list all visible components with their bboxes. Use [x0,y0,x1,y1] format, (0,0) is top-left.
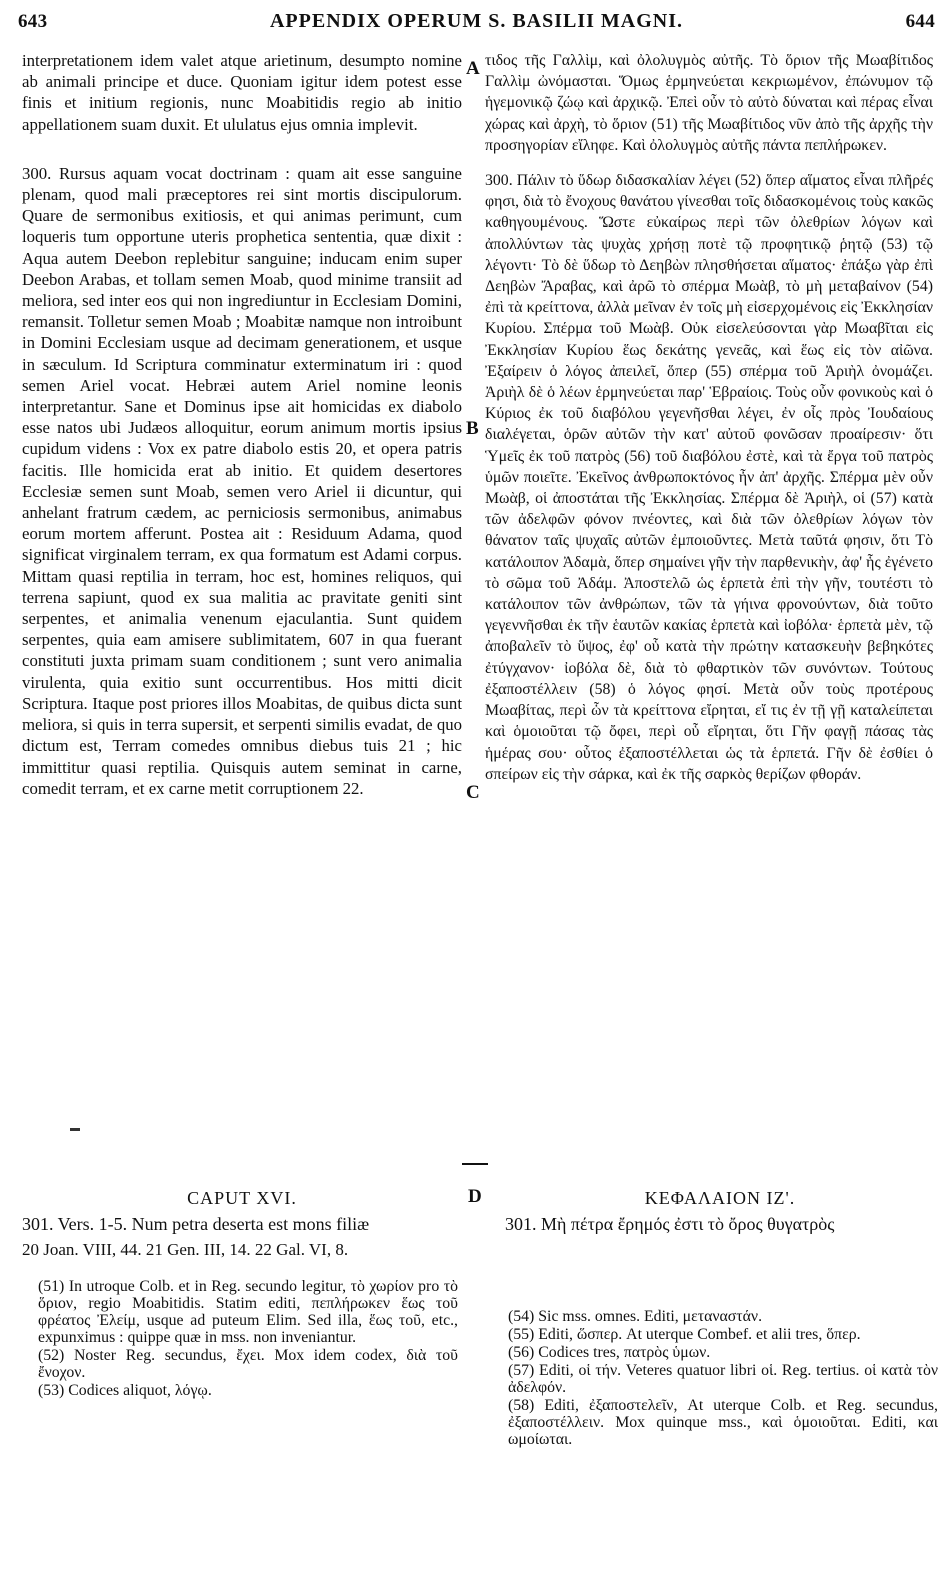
latin-column [22,50,462,813]
footnote-52: (52) Noster Reg. secundus, ἔχει. Mox idem codex, διὰ τοῦ ἔνοχον. [38,1347,458,1381]
latin-paragraph-300: 300. Rursus aquam vocat doctrinam : quam ait esse sanguine plenam, quod mali præceptores rei sint mortis discipulorum. Quare de sermonibus exitiosis, et qui animas perimunt, cum loqueris tum opportune uteris prophetica sententia, quæ dixit : Aqua autem Deebon replebitur sanguine; inducam enim super Deebon Arabas, et tollam semen Moab, quod minime transiit ad meliora, sed inter eos qui non ingrediuntur in Ecclesiam Domini, remansit. Tolletur semen Moab ; Moabitæ namque non introibunt in Domini Ecclesiam usque ad decimam generationem, et usque in sæculum. Id Scriptura comminatur exterminatum iri : quod semen Ariel vocat. Hebræi autem Ariel nomine leonis interpretantur. Sane et Dominus ipse ait homicidas ex diabolo esse natos ubi Judæos alloquitur, eorum animum mortis ipsius cupidum videns : Vox ex patre diabolo estis 20, et opera patris facitis. Ille homicida erat ab initio. Et quidem desertores Ecclesiæ semen sunt Moab, semen vero Ariel ii dicuntur, qui anhelant fratrum cædem, ac perniciosis sermonibus, animabus eorum mortem afferunt. Postea ait : Residuum Adama, quod significat virginalem terram, ex qua formatum est Adami corpus. Mittam quasi reptilia in terram, hoc est, homines reliquos, qui terrena sapiunt, quod ex sua malitia ac pravitate geniti sint serpentes, et animalia venenum ejaculantia. Sunt quidem serpentes, quia eam amisere sublimitatem, 607 in qua fuerant constituti juxta primam suam conditionem ; sunt vero animalia virulenta, quia exitio sunt occurrentibus. Hos mitti dicit Scriptura. Itaque post priores illos Moabitas, de quibus dicta sunt meliora, si quis in terra supersit, et serpenti similis evadat, de quo dictum est, Terram comedes omnibus diebus tuis 21 ; hic immittitur quasi reptilia. Quisquis autem seminat in carne, comedit terram, et ex carne metit corruptionem 22. [22,163,462,798]
chapter-verse-greek: 301. Μὴ πέτρα ἔρημός ἐστι τὸ ὄρος θυγατρὸς [505,1214,835,1234]
chapter-heading-latin [22,1186,462,1236]
footnote-57: (57) Editi, οἱ τήν. Veteres quatuor libri οἱ. Reg. tertius. οἱ κατὰ τὸν ἀδελφόν. [508,1362,938,1396]
chapter-title-greek: ΚΕΦΑΛΑΙΟΝ ΙΖ'. [644,1188,796,1208]
section-marker-b: B [466,418,479,439]
section-marker-a: A [466,58,480,79]
section-marker-c: C [466,782,480,803]
running-title: APPENDIX OPERUM S. BASILII MAGNI. [269,10,684,32]
page-header [18,10,935,44]
page-number-right: 644 [905,11,935,32]
greek-column [485,50,933,799]
footnotes-left [38,1278,458,1400]
chapter-title-latin: CAPUT XVI. [187,1188,297,1208]
column-divider [462,1163,488,1165]
footnotes-right [508,1308,938,1449]
footnote-53: (53) Codices aliquot, λόγῳ. [38,1382,212,1399]
chapter-heading-greek [505,1186,935,1236]
footnote-54: (54) Sic mss. omnes. Editi, μεταναστάν. [508,1308,763,1325]
scripture-references: 20 Joan. VIII, 44. 21 Gen. III, 14. 22 Gal. VI, 8. [22,1240,349,1259]
footnote-55: (55) Editi, ὥσπερ. At uterque Combef. et alii tres, ὅπερ. [508,1326,861,1343]
footnote-56: (56) Codices tres, πατρὸς ὑμων. [508,1344,711,1361]
footnote-58: (58) Editi, ἐξαποστελεῖν, At uterque Colb. et Reg. secundus, ἐξαποστέλλειν. Mox quinque mss., καὶ ὁμοιοῦται. Editi, και ωμοίωται. [508,1397,938,1448]
section-marker-d: D [468,1186,482,1207]
page-number-left: 643 [18,11,48,32]
latin-paragraph-1: interpretationem idem valet atque arietinum, desumpto nomine ab animali principe et duce. Quoniam igitur idem potest esse finis et initium regionis, nunc Moabitidis regio ab initio appellationem suam duxit. Et ululatus ejus omnia implevit. [22,51,462,134]
greek-paragraph-1: τιδος τῆς Γαλλὶμ, καὶ ὀλολυγμὸς αὐτῆς. Τὸ ὅριον τῆς Μωαβίτιδος Γαλλὶμ ὠνόμασται. Ὅμως ἑρμηνεύεται κεκριωμένον, ἐπώνυμον τῷ ἡγεμονικῷ ζώῳ καὶ ἀρχικῷ. Ἐπεὶ οὖν τὸ αὐτὸ δύναται καὶ πέρας εἶναι χώρας καὶ ἀρχὴ, τὸ ὅριον (51) τῆς Μωαβίτιδος νῦν ἀπὸ τῆς ἀρχῆς τὴν προσηγορίαν εἴληφε. Καὶ ὀλολυγμὸς αὐτῆς πάντα πεπλήρωκεν. [485,52,933,154]
chapter-verse-latin: 301. Vers. 1-5. Num petra deserta est mons filiæ [22,1214,370,1234]
greek-paragraph-300: 300. Πάλιν τὸ ὕδωρ διδασκαλίαν λέγει (52) ὅπερ αἵματος εἶναι πλῆρές φησι, διὰ τὸ ἔνοχους θανάτου γίνεσθαι τοῖς διδασκομένοις τοὺς κακῶς καθηγουμένους. Ὥστε εὐκαίρως περὶ τῶν ὀλεθρίων λόγων καὶ ἀπολλύντων τὰς ψυχὰς χρήσῃ ποτὲ τῷ προφητικῷ ῥητῷ (53) τῷ λέγοντι· Τὸ δὲ ὕδωρ τὸ Δεηβὼν πλησθήσεται αἵματος· ἐπάξω γὰρ ἐπὶ Δεηβὼν Ἄραβας, καὶ ἀρῶ τὸ σπέρμα Μωὰβ, τὸ μὴ μεταβαίνον (54) ἐπὶ τὰ κρείττονα, ἀλλὰ μεῖναν ἐν τοῖς μὴ εἰσερχομένοις εἰς Ἐκκλησίαν Κυρίου. Σπέρμα τοῦ Μωὰβ. Οὐκ εἰσελεύσονται γὰρ Μωαβῖται εἰς Ἐκκλησίαν Κυρίου ἕως δεκάτης γενεᾶς, καὶ ἕως εἰς τὸν αἰῶνα. Ἐξαίρειν ὁ λόγος ἀπειλεῖ, ὅπερ (55) σπέρμα τοῦ Ἀριὴλ ὀνομάζει. Ἀριὴλ δὲ ὁ λέων ἑρμηνεύεται παρ' Ἑβραίοις. Τοὺς οὖν φονικοὺς καὶ ὁ Κύριος ἐκ τοῦ διαβόλου γεγενῆσθαι λέγει, ἐν οἷς πρὸς Ἰουδαίους διαλέγεται, ὁρῶν αὐτῶν τὴν κατ' αὐτοῦ φονῶσαν προαίρεσιν· ὅτι Ὑμεῖς ἐκ τοῦ πατρὸς (56) τοῦ διαβόλου ἐστὲ, καὶ τὰ ἔργα τοῦ πατρὸς ὑμῶν ποιεῖτε. Ἐκεῖνος ἀνθρωποκτόνος ἦν ἀπ' ἀρχῆς. Σπέρμα μὲν οὖν Μωὰβ, οἱ ἀποστάται τῆς Ἐκκλησίας. Σπέρμα δὲ Ἀριὴλ, οἱ (57) κατὰ τῶν ἀδελφῶν φόνον πνέοντες, καὶ διὰ τῶν ὀλεθρίων λόγων τὸν θάνατον ταῖς ψυχαῖς αὐτῶν ἐμποιοῦντες. Μετὰ ταῦτά φησιν, ὅτι Τὸ κατάλοιπον Ἀδαμὰ, ὅπερ σημαίνει γῆν τὴν παρθενικὴν, ἀφ' ἧς ἐγένετο τὸ σῶμα τοῦ Ἀδάμ. Ἀποστελῶ ὡς ἑρπετὰ ἐπὶ τὴν γῆν, τουτέστι τὸ κατάλοιπον τῶν ἀνθρώπων, τῶν τὰ γήινα φρονούντων, διὰ τοῦτο γεγεννῆσθαι ἐκ τῆν ἑαυτῶν κακίας ἑρπετὰ καὶ ἰοβόλα· ἑρπετὰ μὲν, τῷ ἀποβαλεῖν τὸ ὕψος, ἐφ' οὗ κατὰ τὴν πρώτην κατασκευὴν βεβηκότες ἐτύγχανον· ἰοβόλα δὲ, διὰ τὸ φθαρτικὸν τῶν συνόντων. Τούτους ἐξαποστέλλειν (58) ὁ λόγος φησί. Μετὰ οὖν τοὺς προτέρους Μωαβίτας, περὶ ὧν τὰ κρείττονα εἴρηται, εἴ τις ἐν τῇ γῇ καταλείπεται καὶ ὁμοιοῦται τῷ ὄφει, περὶ οὗ εἴρηται, ὅτι Γῆν φαγῇ πάσας τὰς ἡμέρας σου· οὗτος ἐξαποστέλλεται ὡς τὰ ἑρπετά. Γῆν δὲ ἐσθίει ὁ σπείρων εἰς τὴν σάρκα, καὶ ἐκ τῆς σαρκὸς θερίζων φθοράν. [485,172,933,783]
stray-mark [70,1128,80,1131]
footnote-51: (51) In utroque Colb. et in Reg. secundo legitur, τὸ χωρίον pro τὸ ὅριον, regio Moabitidis. Statim editi, πεπλήρωκεν ἕως τοῦ φρέατος Ἐλείμ, usque ad puteum Elim. Sed illa, ἕως τοῦ, etc., expunximus : quippe quæ in mss. non inveniantur. [38,1278,458,1346]
